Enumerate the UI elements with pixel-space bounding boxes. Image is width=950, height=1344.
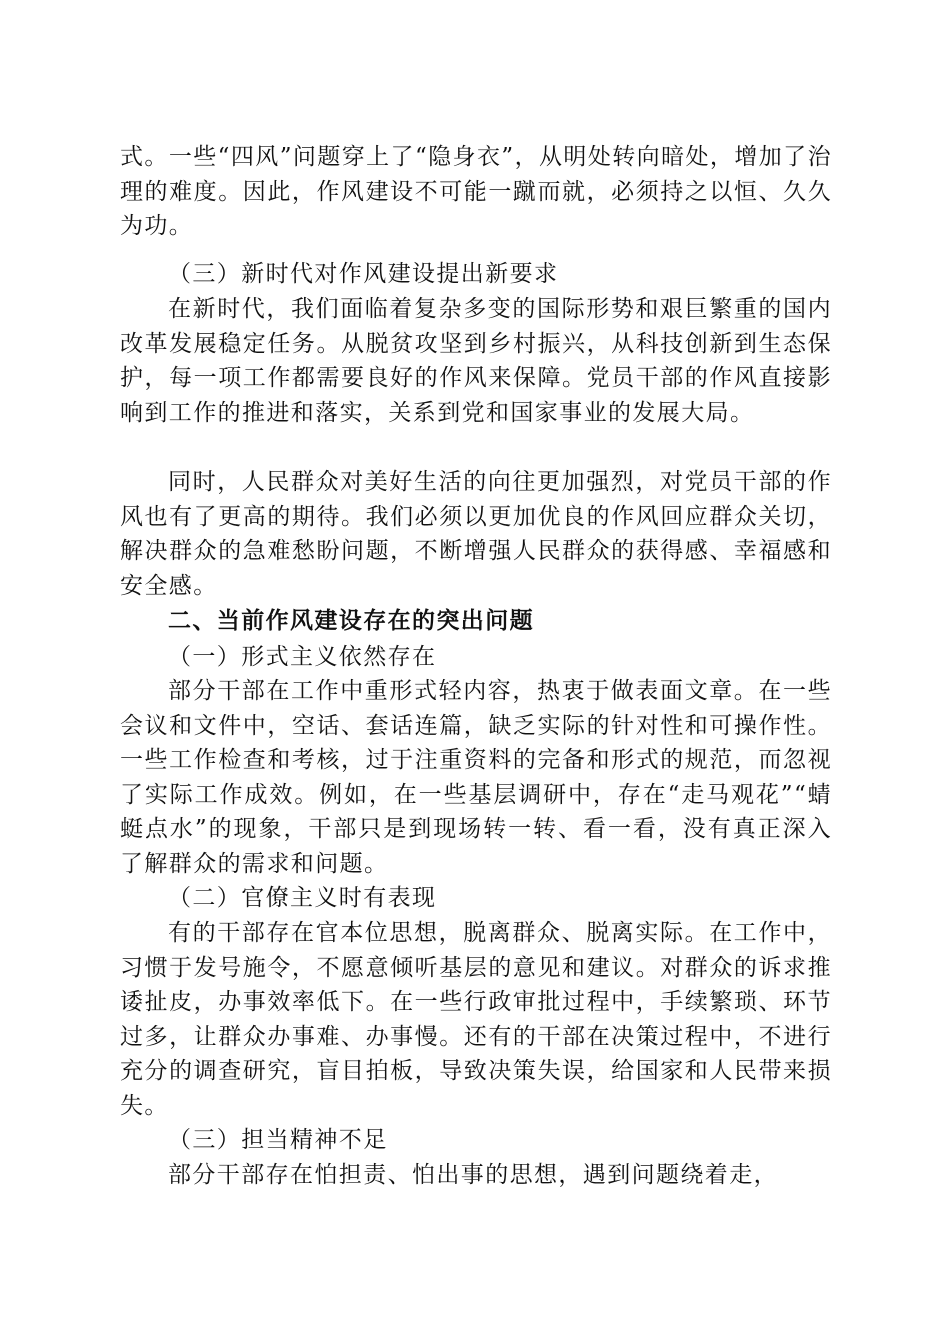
paragraph-continuation: 式。一些“四风”问题穿上了“隐身衣”，从明处转向暗处，增加了治理的难度。因此，作风建设不可能一蹴而就，必须持之以恒、久久为功。 xyxy=(120,144,832,239)
paragraph-bureaucratism: 有的干部存在官本位思想，脱离群众、脱离实际。在工作中，习惯于发号施令，不愿意倾听基层的意见和建议。对群众的诉求推诿扯皮，办事效率低下。在一些行政审批过程中，手续繁琐、环节过多，让群众办事难、办事慢。还有的干部在决策过程中，不进行充分的调查研究，盲目拍板，导致决策失误，给国家和人民带来损失。 xyxy=(120,920,832,1119)
paragraph-lack-of-responsibility: 部分干部存在怕担责、怕出事的思想，遇到问题绕着走， xyxy=(168,1162,778,1188)
paragraph-new-era: 在新时代，我们面临着复杂多变的国际形势和艰巨繁重的国内改革发展稳定任务。从脱贫攻坚到乡村振兴，从科技创新到生态保护，每一项工作都需要良好的作风来保障。党员干部的作风直接影响到工作的推进和落实，关系到党和国家事业的发展大局。 xyxy=(120,296,832,426)
sub-heading-lack-of-responsibility: （三）担当精神不足 xyxy=(168,1127,388,1153)
section-heading-current-problems: 二、当前作风建设存在的突出问题 xyxy=(168,608,534,634)
paragraph-people-expectations: 同时，人民群众对美好生活的向往更加强烈，对党员干部的作风也有了更高的期待。我们必须以更加优良的作风回应群众关切，解决群众的急难愁盼问题，不断增强人民群众的获得感、幸福感和安全感。 xyxy=(120,469,832,599)
sub-heading-bureaucratism: （二）官僚主义时有表现 xyxy=(168,885,437,911)
sub-heading-new-era-requirements: （三）新时代对作风建设提出新要求 xyxy=(168,261,559,287)
sub-heading-formalism: （一）形式主义依然存在 xyxy=(168,644,437,670)
paragraph-formalism: 部分干部在工作中重形式轻内容，热衷于做表面文章。在一些会议和文件中，空话、套话连篇，缺乏实际的针对性和可操作性。一些工作检查和考核，过于注重资料的完备和形式的规范，而忽视了实际工作成效。例如，在一些基层调研中，存在“走马观花”“蜻蜓点水”的现象，干部只是到现场转一转、看一看，没有真正深入了解群众的需求和问题。 xyxy=(120,678,832,877)
